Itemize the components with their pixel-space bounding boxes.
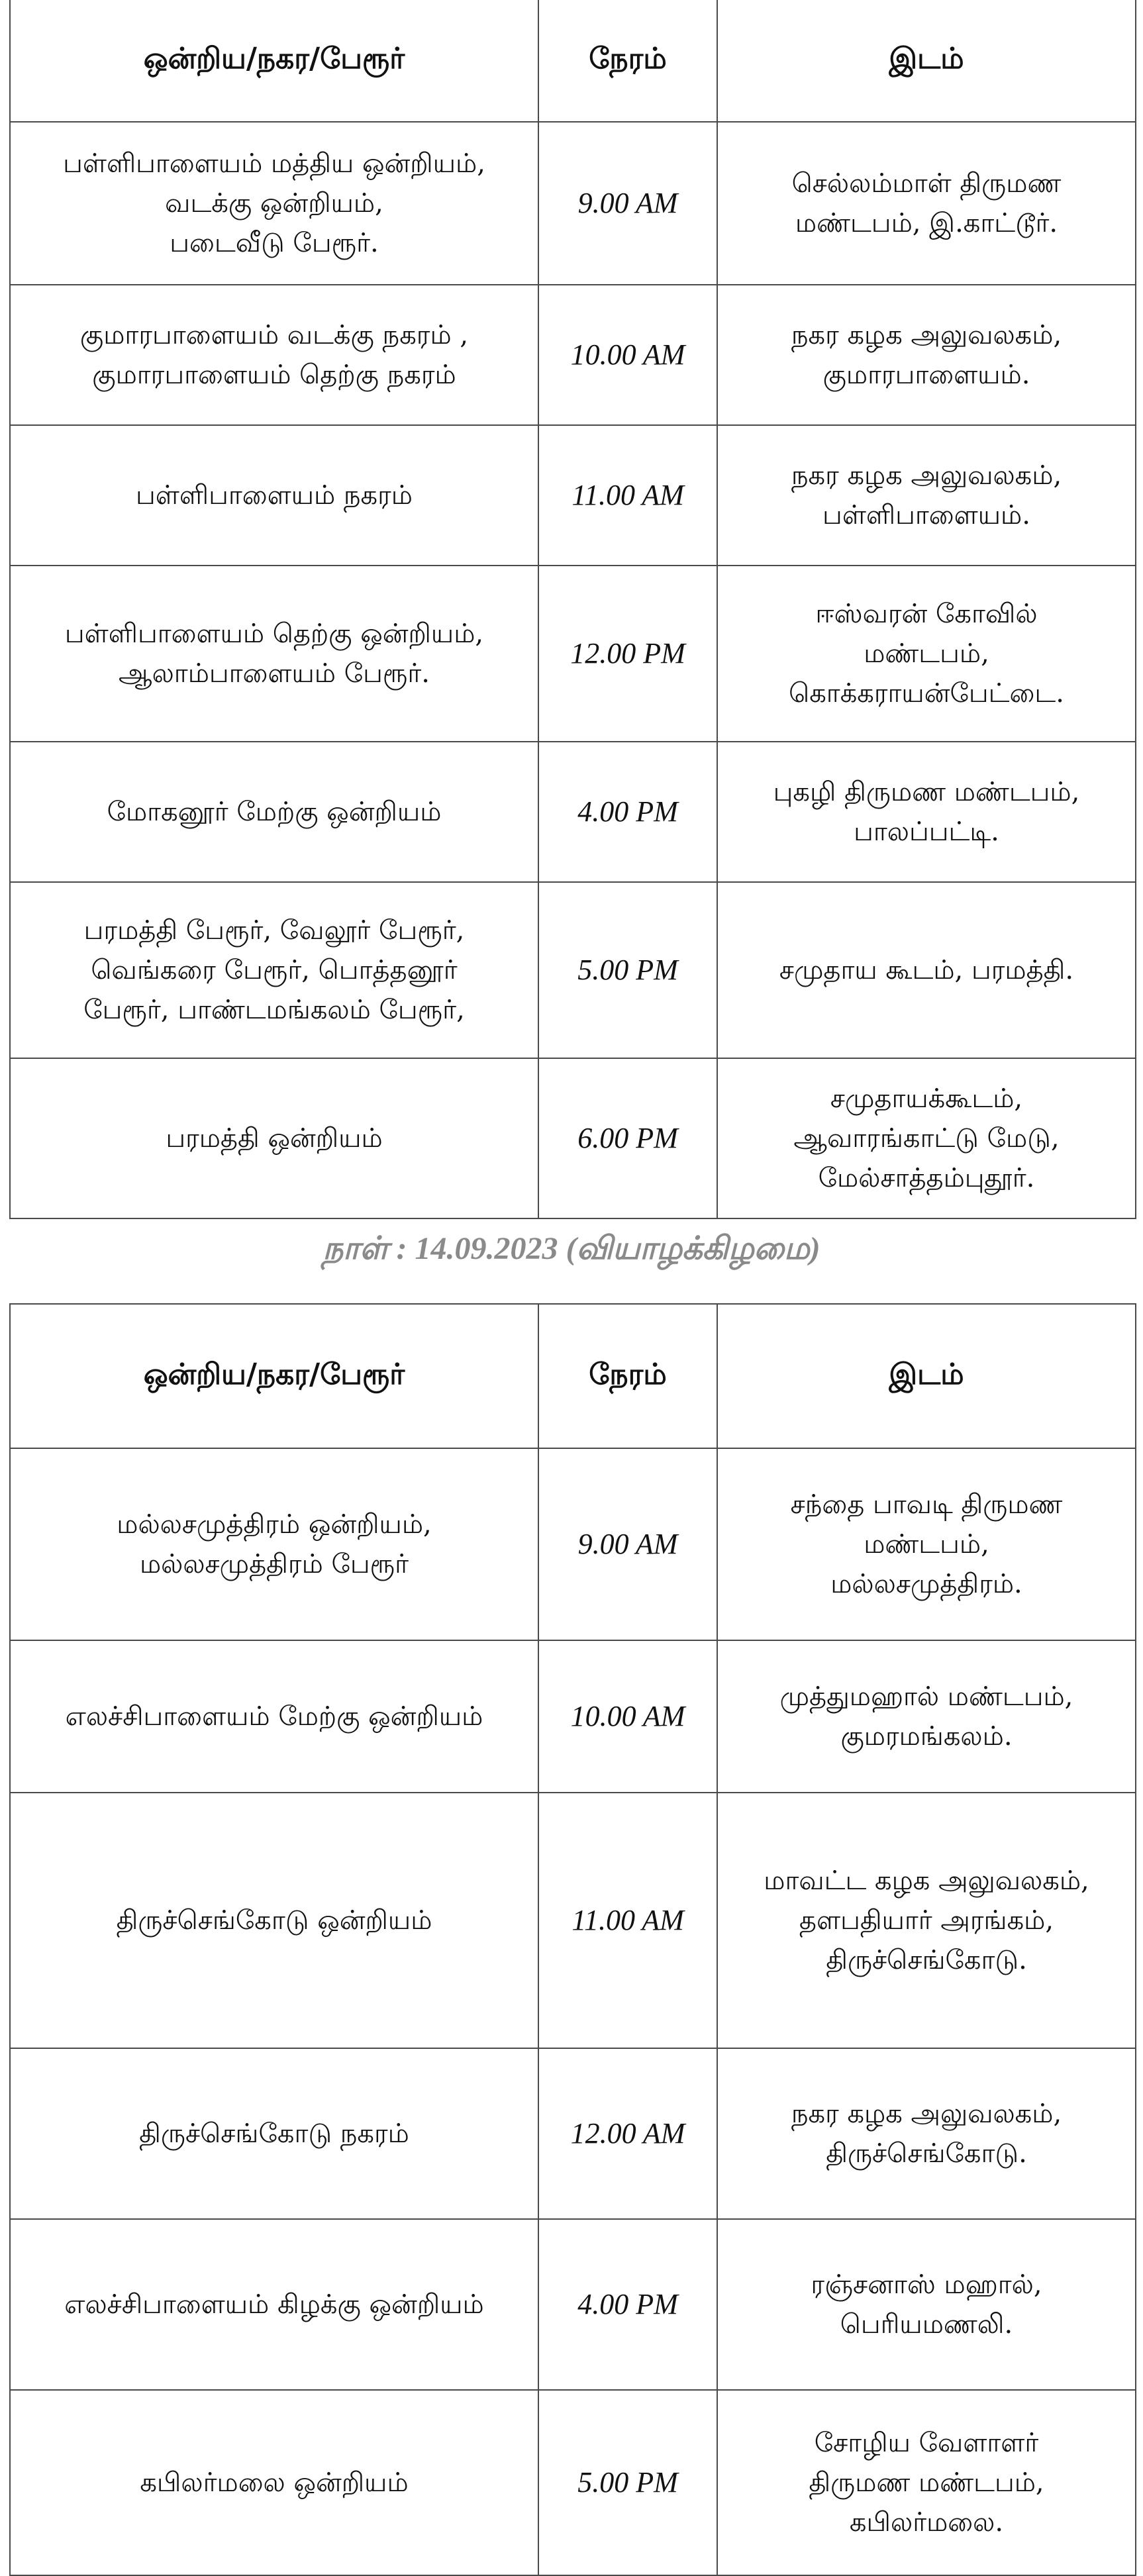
venue-line: மண்டபம், [864, 638, 989, 669]
cell-area [10, 1640, 538, 1793]
cell-time: 9.00 AM [538, 1448, 717, 1640]
table-row [10, 425, 1136, 566]
venue-line: கபிலர்மலை. [849, 2507, 1004, 2538]
table-row [10, 1448, 1136, 1640]
cell-venue [717, 1058, 1136, 1218]
area-line: பரமத்தி பேரூர், வேலூர் பேரூர், [83, 915, 465, 946]
cell-venue [717, 1793, 1136, 2048]
header-time: நேரம் [538, 0, 717, 122]
area-line: மல்லசமுத்திரம் ஒன்றியம், [117, 1509, 432, 1540]
venue-line: செல்லம்மாள் திருமண [791, 168, 1062, 199]
area-line: எலச்சிபாளையம் மேற்கு ஒன்றியம் [65, 1701, 483, 1732]
cell-venue [717, 2219, 1136, 2390]
area-line: குமாரபாளையம் வடக்கு நகரம் , [79, 320, 469, 350]
cell-venue [717, 742, 1136, 882]
venue-line: மண்டபம், இ.காட்டூர். [795, 208, 1058, 238]
header-time: நேரம் [538, 1304, 717, 1448]
area-line: வெங்கரை பேரூர், பொத்தனூர் [91, 955, 458, 985]
header-area: ஒன்றிய/நகர/பேரூர் [10, 0, 538, 122]
cell-time: 11.00 AM [538, 1793, 717, 2048]
cell-venue [717, 882, 1136, 1058]
cell-area [10, 742, 538, 882]
cell-time: 5.00 PM [538, 882, 717, 1058]
venue-line: திருமண மண்டபம், [809, 2467, 1044, 2498]
area-line: மோகனூர் மேற்கு ஒன்றியம் [107, 797, 442, 827]
venue-line: தளபதியார் அரங்கம், [799, 1905, 1054, 1936]
area-line: வடக்கு ஒன்றியம், [165, 188, 383, 219]
cell-venue [717, 425, 1136, 566]
table-row [10, 1793, 1136, 2048]
venue-line: மாவட்ட கழக அலுவலகம், [764, 1865, 1089, 1896]
date-heading: நாள் : 14.09.2023 (வியாழக்கிழமை) [323, 1231, 820, 1266]
table-row [10, 566, 1136, 742]
venue-line: சோழிய வேளாளர் [814, 2428, 1039, 2458]
area-line: கபிலர்மலை ஒன்றியம் [140, 2467, 409, 2498]
cell-time: 11.00 AM [538, 425, 717, 566]
venue-line: சமுதாய கூடம், பரமத்தி. [779, 955, 1074, 985]
cell-venue [717, 2390, 1136, 2575]
venue-line: பெரியமணலி. [840, 2309, 1013, 2340]
area-line: பேரூர், பாண்டமங்கலம் பேரூர், [83, 995, 465, 1025]
cell-time: 12.00 AM [538, 2048, 717, 2219]
cell-venue [717, 566, 1136, 742]
cell-time: 4.00 PM [538, 2219, 717, 2390]
table-row [10, 122, 1136, 285]
area-line: பள்ளிபாளையம் நகரம் [136, 480, 413, 511]
venue-line: பள்ளிபாளையம். [822, 500, 1030, 530]
table-row [10, 285, 1136, 425]
cell-venue [717, 2048, 1136, 2219]
venue-line: குமரமங்கலம். [840, 1721, 1013, 1752]
cell-area [10, 2390, 538, 2575]
table-row [10, 742, 1136, 882]
table-header-row [10, 1304, 1136, 1448]
venue-line: கொக்கராயன்பேட்டை. [789, 678, 1064, 709]
venue-line: ரஞ்சனாஸ் மஹால், [811, 2269, 1042, 2300]
venue-line: ஈஸ்வரன் கோவில் [815, 599, 1038, 629]
cell-venue [717, 285, 1136, 425]
cell-area [10, 1058, 538, 1218]
venue-line: ஆவாரங்காட்டு மேடு, [793, 1123, 1060, 1154]
table-row [10, 2048, 1136, 2219]
venue-line: நகர கழக அலுவலகம், [791, 460, 1062, 491]
venue-line: சந்தை பாவடி திருமண [790, 1489, 1063, 1520]
cell-venue [717, 122, 1136, 285]
area-line: ஆலாம்பாளையம் பேரூர். [119, 658, 430, 689]
cell-area [10, 285, 538, 425]
cell-time: 10.00 AM [538, 285, 717, 425]
cell-time: 12.00 PM [538, 566, 717, 742]
area-line: பரமத்தி ஒன்றியம் [166, 1123, 383, 1154]
cell-area [10, 2219, 538, 2390]
table-row [10, 882, 1136, 1058]
cell-venue [717, 1640, 1136, 1793]
area-line: திருச்செங்கோடு ஒன்றியம் [116, 1905, 432, 1936]
area-line: திருச்செங்கோடு நகரம் [139, 2118, 409, 2149]
header-venue: இடம் [717, 1304, 1136, 1448]
cell-time: 4.00 PM [538, 742, 717, 882]
table-header-row [10, 0, 1136, 122]
table-row [10, 2390, 1136, 2575]
area-line: படைவீடு பேரூர். [170, 228, 379, 258]
cell-time: 10.00 AM [538, 1640, 717, 1793]
header-venue: இடம் [717, 0, 1136, 122]
cell-area [10, 566, 538, 742]
cell-time: 5.00 PM [538, 2390, 717, 2575]
venue-line: சமுதாயக்கூடம், [830, 1083, 1023, 1114]
venue-line: பாலப்பட்டி. [854, 817, 999, 847]
venue-line: திருச்செங்கோடு. [826, 1945, 1027, 1975]
schedule-table-1-wrap [9, 0, 1135, 1219]
venue-line: நகர கழக அலுவலகம், [791, 2099, 1062, 2129]
venue-line: முத்துமஹால் மண்டபம், [779, 1681, 1073, 1712]
venue-line: நகர கழக அலுவலகம், [791, 320, 1062, 350]
header-area: ஒன்றிய/நகர/பேரூர் [10, 1304, 538, 1448]
cell-area [10, 425, 538, 566]
area-line: குமாரபாளையம் தெற்கு நகரம் [92, 360, 456, 390]
table-row [10, 1640, 1136, 1793]
area-line: மல்லசமுத்திரம் பேரூர் [139, 1549, 409, 1579]
venue-line: குமாரபாளையம். [822, 360, 1030, 390]
schedule-table-1 [9, 0, 1136, 1219]
cell-area [10, 122, 538, 285]
cell-area [10, 1793, 538, 2048]
cell-time: 6.00 PM [538, 1058, 717, 1218]
venue-line: திருச்செங்கோடு. [826, 2138, 1027, 2169]
table-row [10, 2219, 1136, 2390]
cell-venue [717, 1448, 1136, 1640]
table-row [10, 1058, 1136, 1218]
cell-area [10, 2048, 538, 2219]
venue-line: புகழி திருமண மண்டபம், [773, 777, 1080, 807]
cell-area [10, 1448, 538, 1640]
area-line: பள்ளிபாளையம் மத்திய ஒன்றியம், [63, 148, 485, 179]
venue-line: மண்டபம், [864, 1529, 989, 1560]
venue-line: மல்லசமுத்திரம். [830, 1569, 1022, 1599]
schedule-table-2 [9, 1303, 1136, 2576]
area-line: பள்ளிபாளையம் தெற்கு ஒன்றியம், [64, 619, 484, 649]
cell-area [10, 882, 538, 1058]
venue-line: மேல்சாத்தம்புதூர். [818, 1163, 1035, 1193]
cell-time: 9.00 AM [538, 122, 717, 285]
schedule-table-2-wrap [9, 1303, 1135, 2576]
area-line: எலச்சிபாளையம் கிழக்கு ஒன்றியம் [64, 2289, 484, 2320]
